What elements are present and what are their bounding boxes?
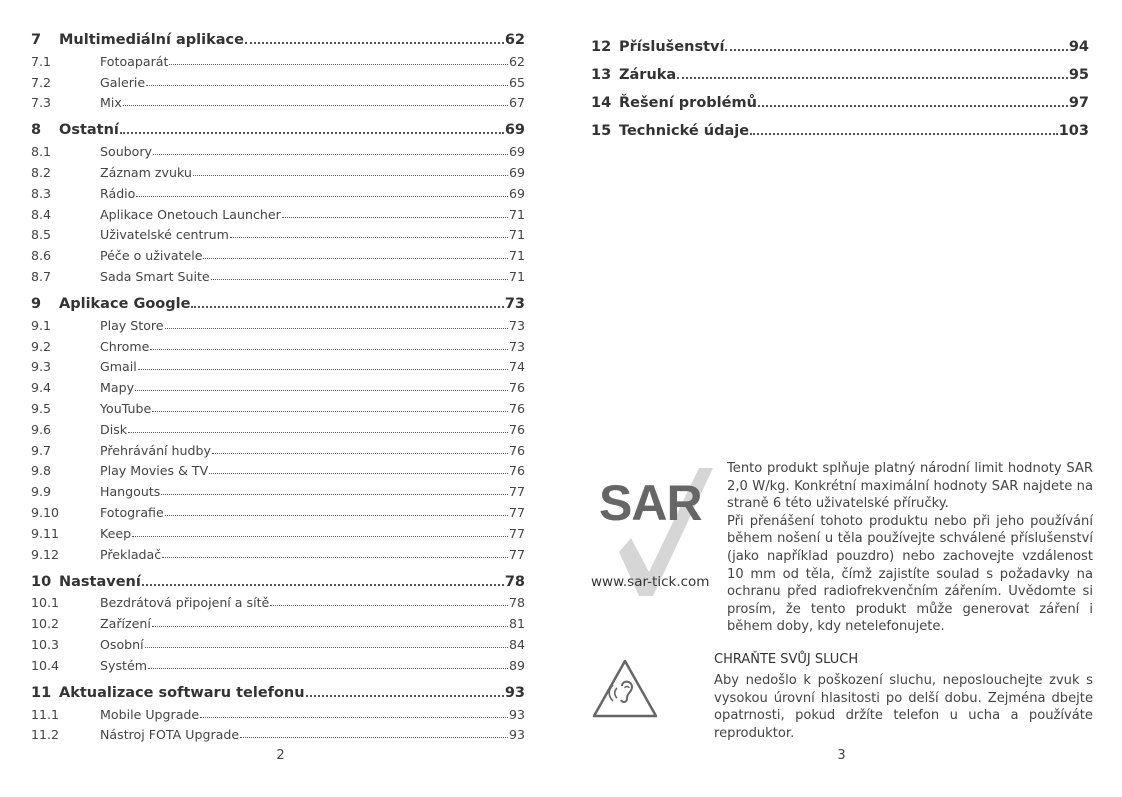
toc-section [31,722,525,743]
page-number: 2 [276,748,285,763]
dot-leader [169,64,508,65]
entry-number: 9.7 [31,442,52,458]
toc-section [31,354,525,375]
dot-leader [677,77,1068,79]
toc-section [31,499,525,520]
entry-page: 71 [508,206,525,222]
entry-page: 62 [504,32,525,48]
entry-page: 76 [508,421,525,437]
dot-leader [142,584,504,586]
entry-page: 69 [504,122,525,139]
toc-section [31,138,525,159]
entry-number: 9.2 [31,338,52,354]
dot-leader [150,349,508,350]
entry-title: Hangouts [100,484,161,500]
entry-number: 15 [591,123,612,139]
dot-leader [123,105,508,106]
entry-title: Technické údaje [619,123,750,139]
entry-page: 73 [508,338,525,354]
entry-number: 8.7 [31,268,52,284]
entry-number: 9.6 [31,421,52,437]
toc-section [31,631,525,652]
entry-page: 93 [508,727,525,743]
entry-title: Záruka [619,67,677,83]
entry-title: Aplikace Google [59,295,191,312]
entry-page: 69 [508,164,525,180]
entry-number: 9.12 [31,546,60,562]
entry-page: 69 [508,144,525,160]
entry-title: Play Store [100,317,164,333]
dot-leader [282,217,508,218]
dot-leader [120,132,504,134]
right-page [561,0,1122,797]
dot-leader [200,717,508,718]
entry-number: 8.5 [31,227,52,243]
hearing-text: Aby nedošlo k poškození sluchu, neposlouchejte zvuk s vysokou úrovní hlasitosti po delší dobu. Zejména dbejte opatrnosti, pokud držíte telefon u ucha a používáte reproduktor. [714,673,1093,741]
entry-page: 103 [1058,123,1089,139]
entry-page: 78 [504,573,525,590]
entry-page: 76 [508,400,525,416]
entry-number: 8.6 [31,248,52,264]
entry-title: Přehrávání hudby [100,442,211,458]
entry-number: 7 [31,32,42,48]
toc-section [31,90,525,111]
toc-section [31,201,525,222]
entry-number: 10 [31,573,52,590]
entry-title: Příslušenství [619,39,725,55]
entry-number: 9.10 [31,504,60,520]
entry-title: Multimediální aplikace [59,32,244,48]
entry-page: 67 [508,95,525,111]
entry-number: 7.2 [31,74,52,90]
entry-page: 77 [508,484,525,500]
entry-number: 10.1 [31,595,60,611]
entry-page: 65 [508,74,525,90]
entry-page: 97 [1068,95,1089,111]
toc-section [31,416,525,437]
entry-page: 73 [504,295,525,312]
entry-page: 76 [508,442,525,458]
dot-leader [135,390,508,391]
dot-leader [145,647,508,648]
entry-number: 9.1 [31,317,52,333]
sar-text [727,460,1093,636]
dot-leader [306,695,504,697]
sar-paragraph-2: Při přenášení tohoto produktu nebo při jeho používání během nošení u těla používejte schválené příslušenství (jako například pouzdro) nebo zachovejte vzdálenost 10 mm od těla, čímž zajistíte soulad s požadavky na ochranu před radiofrekvenčním zářením. Uvědomte si prosím, že tento produkt může generovat záření i během doby, kdy netelefonujete. [727,513,1093,635]
entry-number: 9.9 [31,484,52,500]
dot-leader [152,626,508,627]
toc-chapter [31,291,525,312]
entry-page: 84 [508,636,525,652]
toc-chapter [591,27,1089,55]
dot-leader [128,432,508,433]
entry-page: 77 [508,546,525,562]
entry-title: Péče o uživatele [100,248,203,264]
entry-number: 7.1 [31,53,52,69]
entry-number: 7.3 [31,95,52,111]
entry-number: 9 [31,295,42,312]
entry-number: 11.1 [31,706,60,722]
entry-page: 62 [508,53,525,69]
entry-number: 11 [31,684,52,701]
entry-page: 73 [508,317,525,333]
toc-chapter [31,569,525,590]
entry-number: 9.11 [31,525,60,541]
dot-leader [209,473,508,474]
dot-leader [132,536,508,537]
entry-title: Soubory [100,144,153,160]
entry-number: 8.4 [31,206,52,222]
entry-page: 71 [508,248,525,264]
toc-section [31,395,525,416]
toc-section [31,312,525,333]
entry-number: 13 [591,67,612,83]
entry-page: 74 [508,359,525,375]
entry-title: Mapy [100,380,135,396]
toc-section [31,590,525,611]
entry-number: 12 [591,39,612,55]
entry-title: Nástroj FOTA Upgrade [100,727,240,743]
dot-leader [161,494,508,495]
entry-title: Keep [100,525,132,541]
toc-chapter [591,55,1089,83]
toc-section [31,478,525,499]
dot-leader [148,668,508,669]
dot-leader [193,175,508,176]
entry-number: 9.5 [31,400,52,416]
dot-leader [165,328,508,329]
toc-chapter [591,111,1089,139]
dot-leader [191,306,503,308]
toc-chapter [31,680,525,701]
dot-leader [750,133,1058,135]
entry-page: 93 [504,684,525,701]
dot-leader [165,515,508,516]
toc-chapter [31,117,525,138]
dot-leader [212,453,508,454]
toc-section [31,652,525,673]
dot-leader [270,605,508,606]
entry-number: 8.3 [31,185,52,201]
entry-title: Osobní [100,636,144,652]
entry-title: Nastavení [59,573,141,590]
entry-number: 8.1 [31,144,52,160]
toc-section [31,333,525,354]
entry-page: 94 [1068,39,1089,55]
entry-page: 95 [1068,67,1089,83]
entry-title: Aplikace Onetouch Launcher [100,206,281,222]
toc-section [31,180,525,201]
dot-leader [152,411,508,412]
entry-number: 11.2 [31,727,60,743]
toc-chapter [31,27,525,48]
entry-number: 10.2 [31,616,60,632]
entry-page: 69 [508,185,525,201]
toc-section [31,48,525,69]
entry-title: Zařízení [100,616,151,632]
dot-leader [146,85,508,86]
toc-section [31,242,525,263]
entry-title: Uživatelské centrum [100,227,229,243]
dot-leader [153,154,508,155]
entry-page: 77 [508,504,525,520]
entry-page: 76 [508,380,525,396]
dot-leader [230,237,508,238]
entry-title: Play Movies & TV [100,463,209,479]
toc-section [31,610,525,631]
dot-leader [138,369,508,370]
sar-logo-text: SAR [599,475,702,531]
toc-section [31,541,525,562]
entry-title: YouTube [100,400,152,416]
entry-title: Ostatní [59,122,119,139]
entry-number: 9.3 [31,359,52,375]
entry-title: Mobile Upgrade [100,706,200,722]
entry-title: Mix [100,95,122,111]
entry-title: Rádio [100,185,136,201]
entry-title: Gmail [100,359,137,375]
entry-page: 81 [508,616,525,632]
dot-leader [758,105,1068,107]
entry-number: 8 [31,122,42,139]
toc-section [31,701,525,722]
entry-number: 10.3 [31,636,60,652]
hearing-warning-icon [591,658,659,720]
toc-chapter [591,83,1089,111]
entry-number: 14 [591,95,612,111]
sar-url: www.sar-tick.com [591,574,710,590]
toc-section [31,159,525,180]
hearing-heading: CHRAŇTE SVŮJ SLUCH [714,652,859,667]
dot-leader [245,42,504,44]
entry-title: Chrome [100,338,150,354]
toc-section [31,222,525,243]
entry-title: Systém [100,657,147,673]
entry-page: 89 [508,657,525,673]
dot-leader [725,49,1067,51]
entry-page: 71 [508,268,525,284]
toc-section [31,69,525,90]
entry-number: 9.8 [31,463,52,479]
sar-paragraph-1: Tento produkt splňuje platný národní limit hodnoty SAR 2,0 W/kg. Konkrétní maximální hodnoty SAR najdete na straně 6 této uživatelské příručky. [727,461,1093,512]
entry-page: 76 [508,463,525,479]
entry-title: Galerie [100,74,146,90]
entry-number: 9.4 [31,380,52,396]
toc-section [31,458,525,479]
toc-section [31,437,525,458]
dot-leader [240,737,508,738]
dot-leader [211,279,508,280]
dot-leader [203,258,507,259]
entry-title: Aktualizace softwaru telefonu [59,684,305,701]
dot-leader [136,196,508,197]
page-number: 3 [837,748,846,763]
entry-title: Překladač [100,546,162,562]
toc-section [31,520,525,541]
table-of-contents [31,27,525,742]
toc-section [31,374,525,395]
toc-section [31,263,525,284]
entry-page: 78 [508,595,525,611]
entry-title: Záznam zvuku [100,164,192,180]
entry-page: 77 [508,525,525,541]
table-of-contents-continued [591,27,1089,139]
entry-number: 8.2 [31,164,52,180]
entry-title: Řešení problémů [619,95,757,111]
entry-title: Disk [100,421,128,437]
entry-page: 93 [508,706,525,722]
entry-title: Fotoaparát [100,53,169,69]
entry-title: Bezdrátová připojení a sítě [100,595,270,611]
dot-leader [162,557,508,558]
entry-number: 10.4 [31,657,60,673]
entry-page: 71 [508,227,525,243]
entry-title: Sada Smart Suite [100,268,210,284]
entry-title: Fotografie [100,504,164,520]
